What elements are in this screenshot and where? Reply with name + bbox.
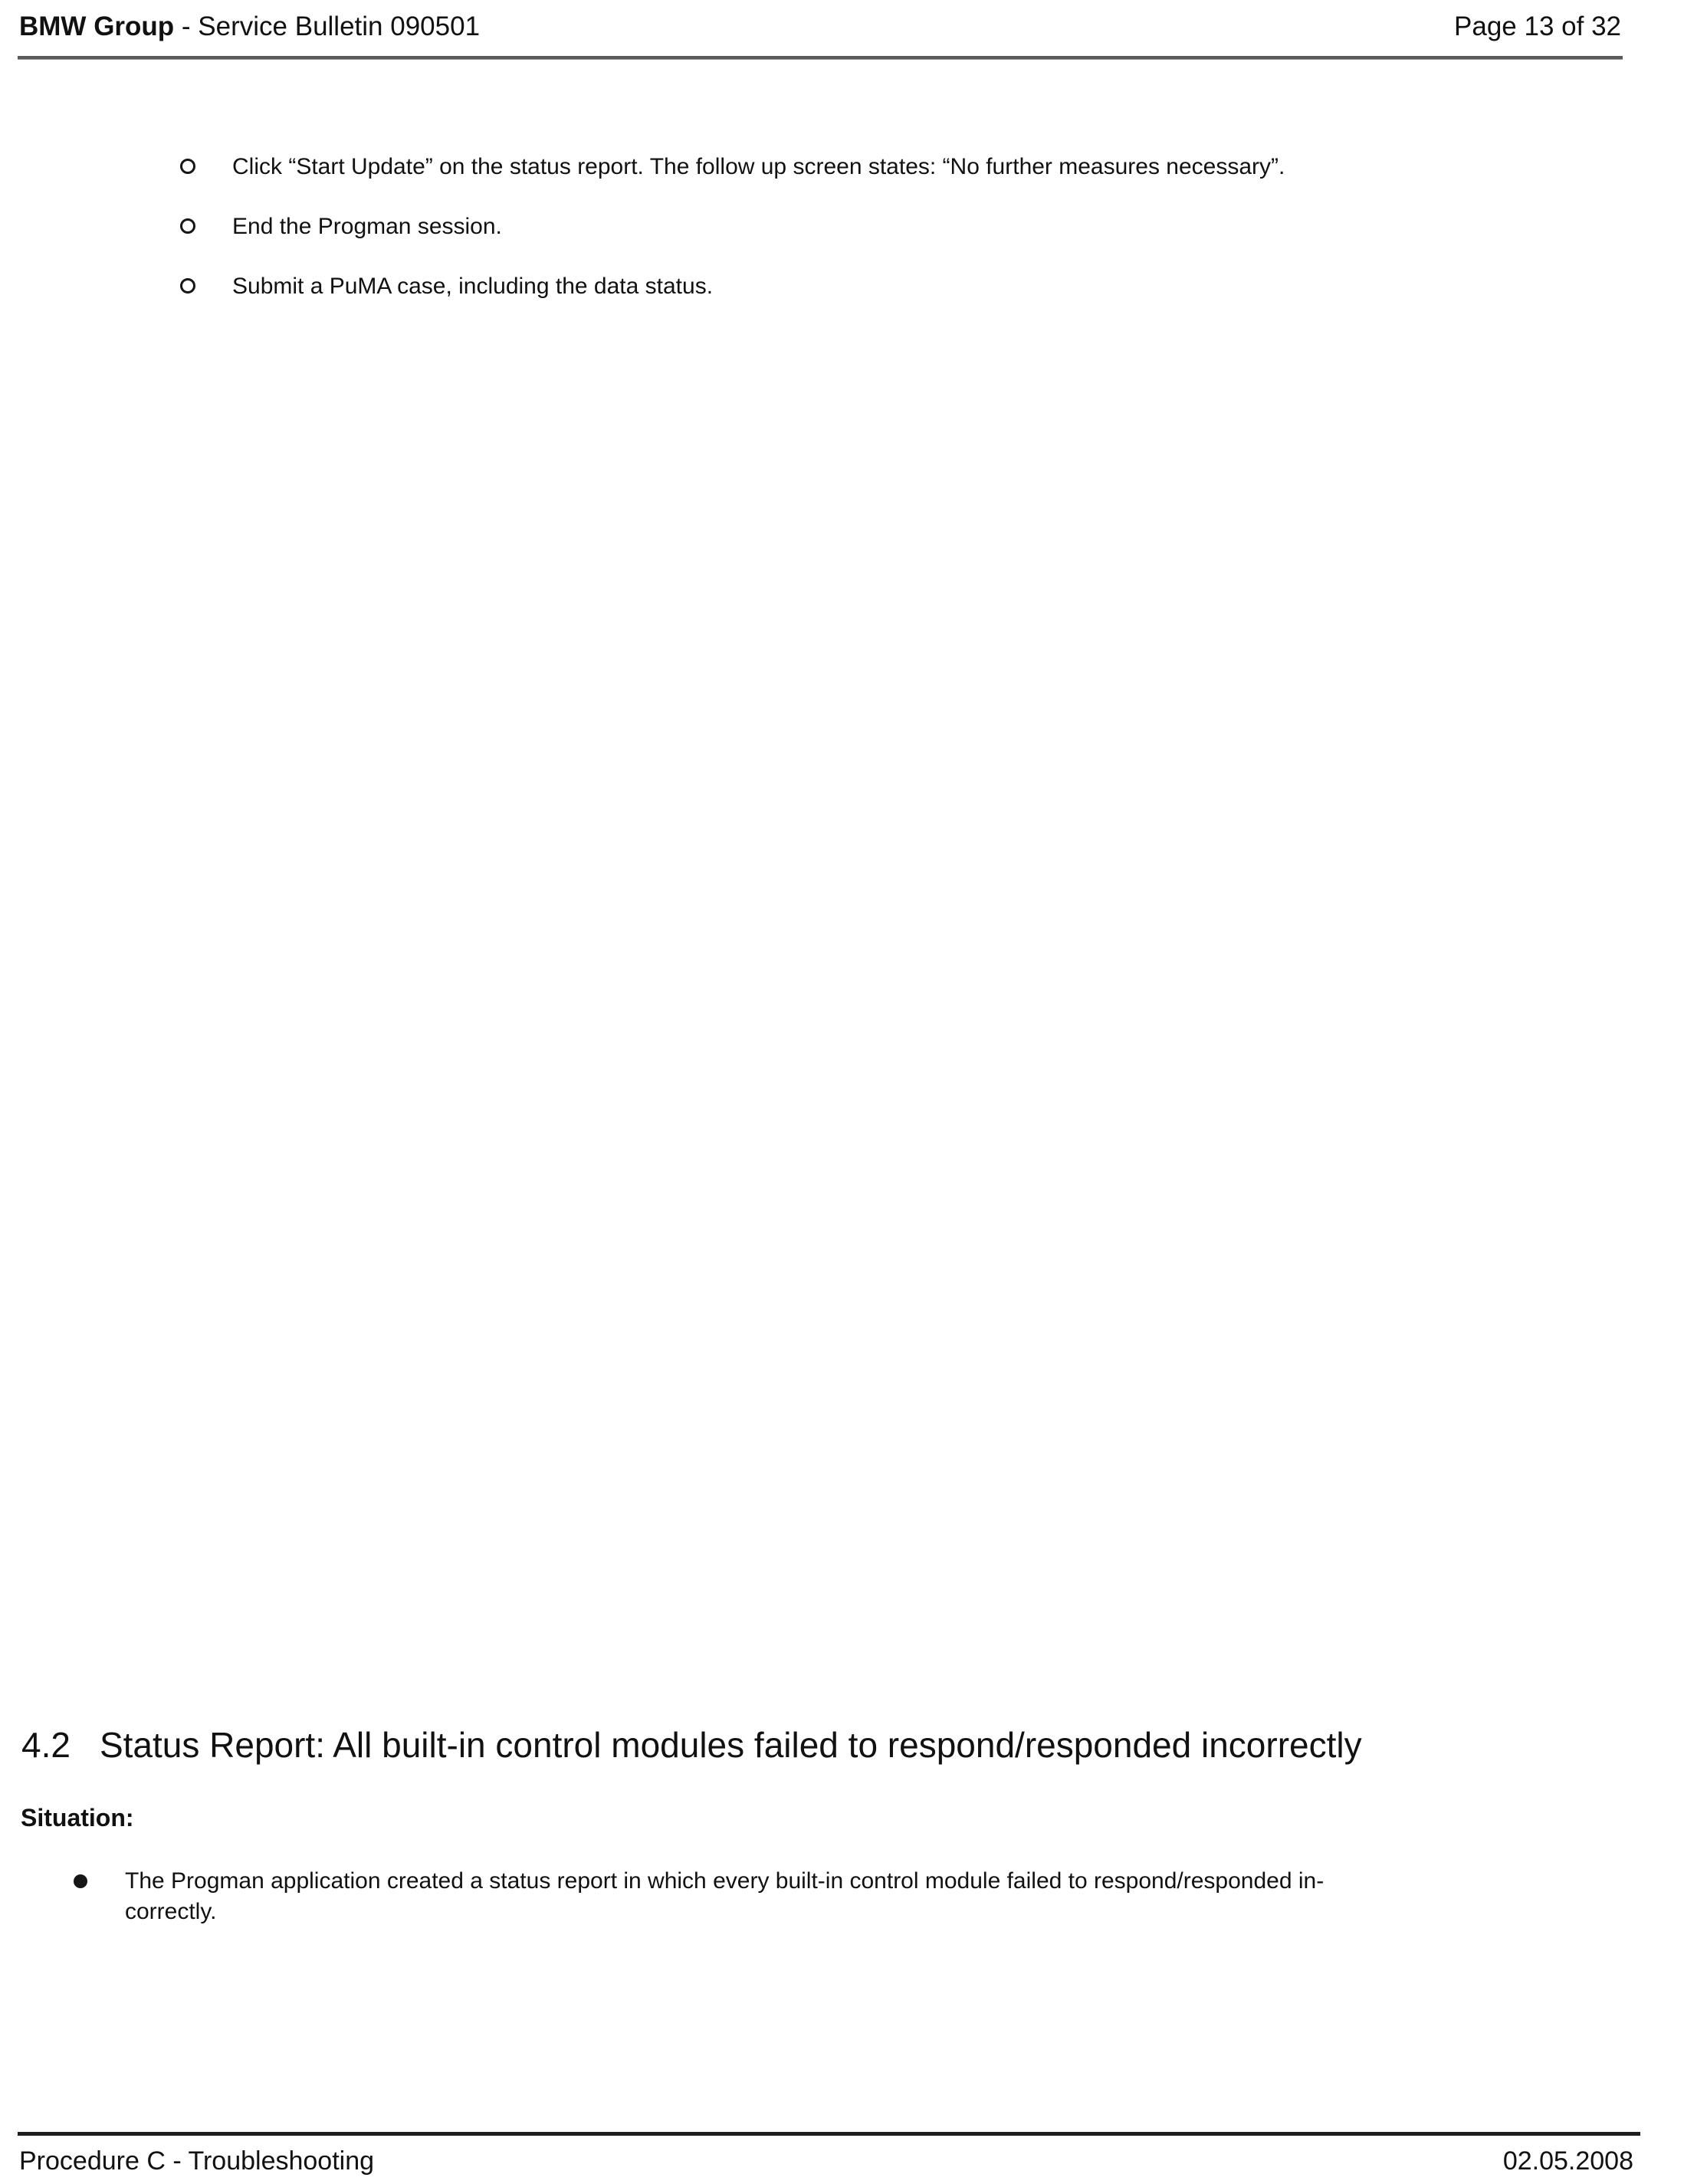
list-item-text: End the Progman session.	[232, 214, 502, 239]
circle-bullet-icon	[180, 278, 195, 293]
header-title	[19, 9, 480, 44]
page-footer	[19, 2144, 1633, 2178]
brand-name: BMW Group	[19, 11, 175, 41]
page-number: Page 13 of 32	[1454, 11, 1621, 41]
situation-label: Situation:	[21, 1804, 134, 1831]
list-item	[0, 212, 1684, 241]
list-item-text: Click “Start Update” on the status report. The follow up screen states: “No further measures necessary”.	[232, 154, 1285, 179]
list-item	[0, 272, 1684, 300]
page-header	[19, 9, 1621, 44]
section-heading	[21, 1724, 1663, 1766]
situation-text	[125, 1866, 1666, 1927]
footer-divider	[18, 2132, 1640, 2136]
disc-bullet-icon	[74, 1874, 87, 1888]
section-number: 4.2	[21, 1725, 71, 1765]
situation-text-line2: correctly.	[125, 1899, 217, 1924]
list-item	[0, 1866, 1666, 1927]
situation-text-line1: The Progman application created a status report in which every built-in control module failed to respond/responded in-	[125, 1868, 1325, 1894]
procedure-step-list	[0, 152, 1684, 332]
footer-date: 02.05.2008	[1502, 2146, 1633, 2176]
footer-procedure-label: Procedure C - Troubleshooting	[19, 2146, 375, 2176]
list-item	[0, 152, 1684, 181]
section-title: Status Report: All built-in control modules failed to respond/responded incorrectly	[99, 1725, 1362, 1765]
header-divider	[18, 56, 1623, 60]
list-item-text: Submit a PuMA case, including the data status.	[232, 274, 714, 299]
circle-bullet-icon	[180, 218, 195, 234]
document-title: - Service Bulletin 090501	[174, 11, 481, 41]
circle-bullet-icon	[180, 159, 195, 174]
